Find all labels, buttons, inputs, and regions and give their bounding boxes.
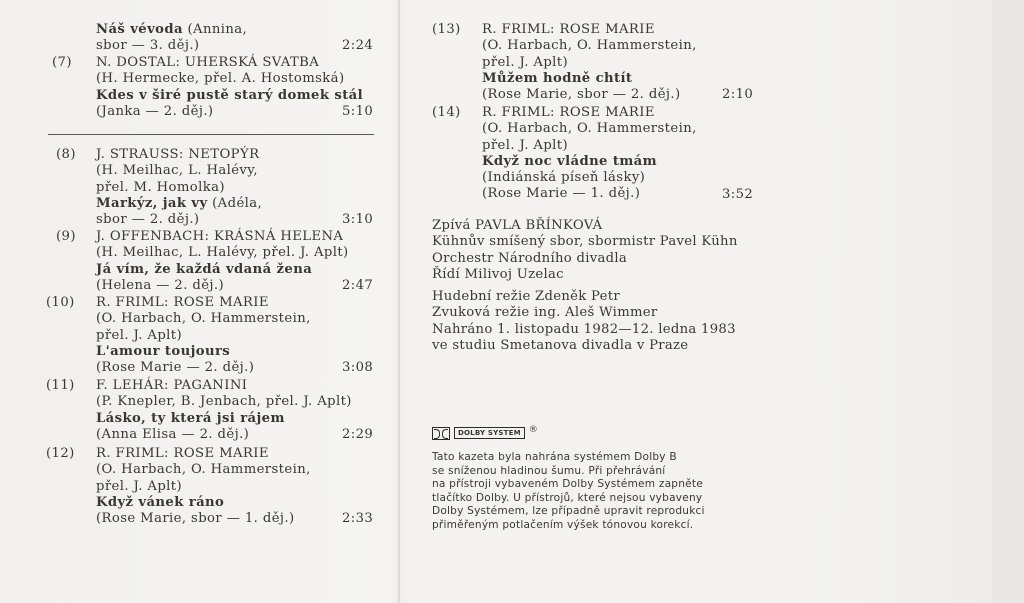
track-line: (Indiánská píseň lásky) xyxy=(482,170,646,186)
track-line: Markýz, jak vy (Adéla, xyxy=(96,195,263,211)
song-title: Kdes v širé pustě starý domek stál xyxy=(96,87,364,103)
track-number: (12) xyxy=(46,446,75,461)
track-line: (H. Meilhac, L. Halévy, xyxy=(96,163,258,179)
track-duration: 2:24 xyxy=(342,38,374,54)
track-entry xyxy=(96,378,352,443)
track-line: (H. Hermecke, přel. A. Hostomská) xyxy=(96,71,345,87)
track-line: J. STRAUSS: NETOPÝR xyxy=(96,147,260,162)
performers-block xyxy=(432,218,738,283)
track-line: R. FRIML: ROSE MARIE xyxy=(96,295,269,310)
track-line: (Rose Marie — 1. děj.) xyxy=(482,186,641,202)
note-line: Tato kazeta byla nahrána systémem Dolby B xyxy=(432,451,677,463)
track-entry xyxy=(96,446,311,527)
production-line: Nahráno 1. listopadu 1982—12. ledna 1983 xyxy=(432,321,736,337)
track-number: (7) xyxy=(52,55,72,70)
fold-line xyxy=(398,0,400,603)
dolby-logo xyxy=(432,425,538,441)
dolby-label: DOLBY SYSTEM xyxy=(454,427,525,439)
track-line: (Janka — 2. děj.) xyxy=(96,103,214,119)
track-entry xyxy=(96,55,363,120)
note-line: na přístroji vybaveném Dolby Systémem zapněte xyxy=(432,478,703,491)
registered-mark: ® xyxy=(528,425,538,435)
track-number: (11) xyxy=(46,378,75,393)
track-line: R. FRIML: ROSE MARIE xyxy=(482,22,655,37)
note-line: přiměřeným potlačením výšek tónovou korekcí. xyxy=(432,518,694,531)
production-block xyxy=(432,289,736,354)
track-line: Náš vévoda (Annina, xyxy=(96,22,248,37)
song-title: L'amour toujours xyxy=(96,343,231,359)
performer-line: Orchestr Národního divadla xyxy=(432,250,628,266)
note-line: Dolby Systémem, lze případně upravit reprodukci xyxy=(432,505,705,518)
track-duration: 5:10 xyxy=(342,103,374,119)
song-title: Já vím, že každá vdaná žena xyxy=(96,261,313,277)
track-number: (9) xyxy=(56,229,76,244)
track-duration: 2:47 xyxy=(342,277,374,293)
track-line: R. FRIML: ROSE MARIE xyxy=(96,446,269,461)
song-title: Když noc vládne tmám xyxy=(482,153,657,169)
track-duration: 3:52 xyxy=(722,186,754,202)
performer-line: Řídí Milivoj Uzelac xyxy=(432,266,564,282)
production-line: Hudební režie Zdeněk Petr xyxy=(432,289,620,304)
note-line: se sníženou hladinou šumu. Při přehrávání xyxy=(432,464,666,477)
dolby-note xyxy=(432,451,705,533)
track-entry xyxy=(96,147,262,228)
song-title: Můžem hodně chtít xyxy=(482,70,633,86)
song-title: Náš vévoda xyxy=(96,22,183,37)
track-line: (O. Harbach, O. Hammerstein, xyxy=(482,121,697,137)
track-line: R. FRIML: ROSE MARIE xyxy=(482,105,655,120)
track-line: přel. J. Aplt) xyxy=(96,478,183,494)
track-number: (10) xyxy=(46,295,75,310)
track-line: (O. Harbach, O. Hammerstein, xyxy=(96,311,311,327)
track-line: (H. Meilhac, L. Halévy, přel. J. Aplt) xyxy=(96,245,349,261)
track-line: přel. J. Aplt) xyxy=(96,327,183,343)
track-line: (O. Harbach, O. Hammerstein, xyxy=(482,38,697,54)
track-line: (Rose Marie, sbor — 2. děj.) xyxy=(482,87,681,103)
track-line: (Rose Marie — 2. děj.) xyxy=(96,360,255,376)
track-duration: 2:10 xyxy=(722,87,754,103)
track-duration: 2:29 xyxy=(342,426,374,442)
note-line: tlačítko Dolby. U přístrojů, které nejsou vybaveny xyxy=(432,491,703,504)
track-entry xyxy=(482,105,697,203)
performer-line: Kühnův smíšený sbor, sbormistr Pavel Kühn xyxy=(432,234,738,250)
track-line: J. OFFENBACH: KRÁSNÁ HELENA xyxy=(96,229,344,244)
track-duration: 3:10 xyxy=(342,212,374,228)
track-line: sbor — 3. děj.) xyxy=(96,38,200,54)
track-line: (P. Knepler, B. Jenbach, přel. J. Aplt) xyxy=(96,394,352,410)
track-line: přel. M. Homolka) xyxy=(96,179,225,195)
track-number: (14) xyxy=(432,105,461,120)
track-line: N. DOSTAL: UHERSKÁ SVATBA xyxy=(96,55,320,70)
track-line: přel. J. Aplt) xyxy=(482,54,569,70)
track-number: (8) xyxy=(56,147,76,162)
track-number: (13) xyxy=(432,22,461,37)
track-entry xyxy=(482,22,697,103)
track-line: sbor — 2. děj.) xyxy=(96,212,200,228)
track-entry xyxy=(96,22,247,55)
divider-line xyxy=(48,134,374,135)
production-line: Zvuková režie ing. Aleš Wimmer xyxy=(432,305,658,321)
track-duration: 2:33 xyxy=(342,511,374,527)
track-line: (Rose Marie, sbor — 1. děj.) xyxy=(96,511,295,527)
song-title: Když vánek ráno xyxy=(96,494,225,510)
track-line: (O. Harbach, O. Hammerstein, xyxy=(96,462,311,478)
dolby-double-d-icon xyxy=(432,427,450,440)
performer-line: Zpívá PAVLA BŘÍNKOVÁ xyxy=(432,218,603,233)
track-line: (Anna Elisa — 2. děj.) xyxy=(96,426,250,442)
track-line: F. LEHÁR: PAGANINI xyxy=(96,378,248,393)
track-line: přel. J. Aplt) xyxy=(482,137,569,153)
track-entry xyxy=(96,295,311,376)
song-title: Markýz, jak vy xyxy=(96,195,208,211)
track-duration: 3:08 xyxy=(342,360,374,376)
track-line: (Helena — 2. děj.) xyxy=(96,277,225,293)
track-entry xyxy=(96,229,349,294)
production-line: ve studiu Smetanova divadla v Praze xyxy=(432,337,689,353)
card-edge xyxy=(992,0,1024,603)
song-title: Lásko, ty která jsi rájem xyxy=(96,410,285,426)
